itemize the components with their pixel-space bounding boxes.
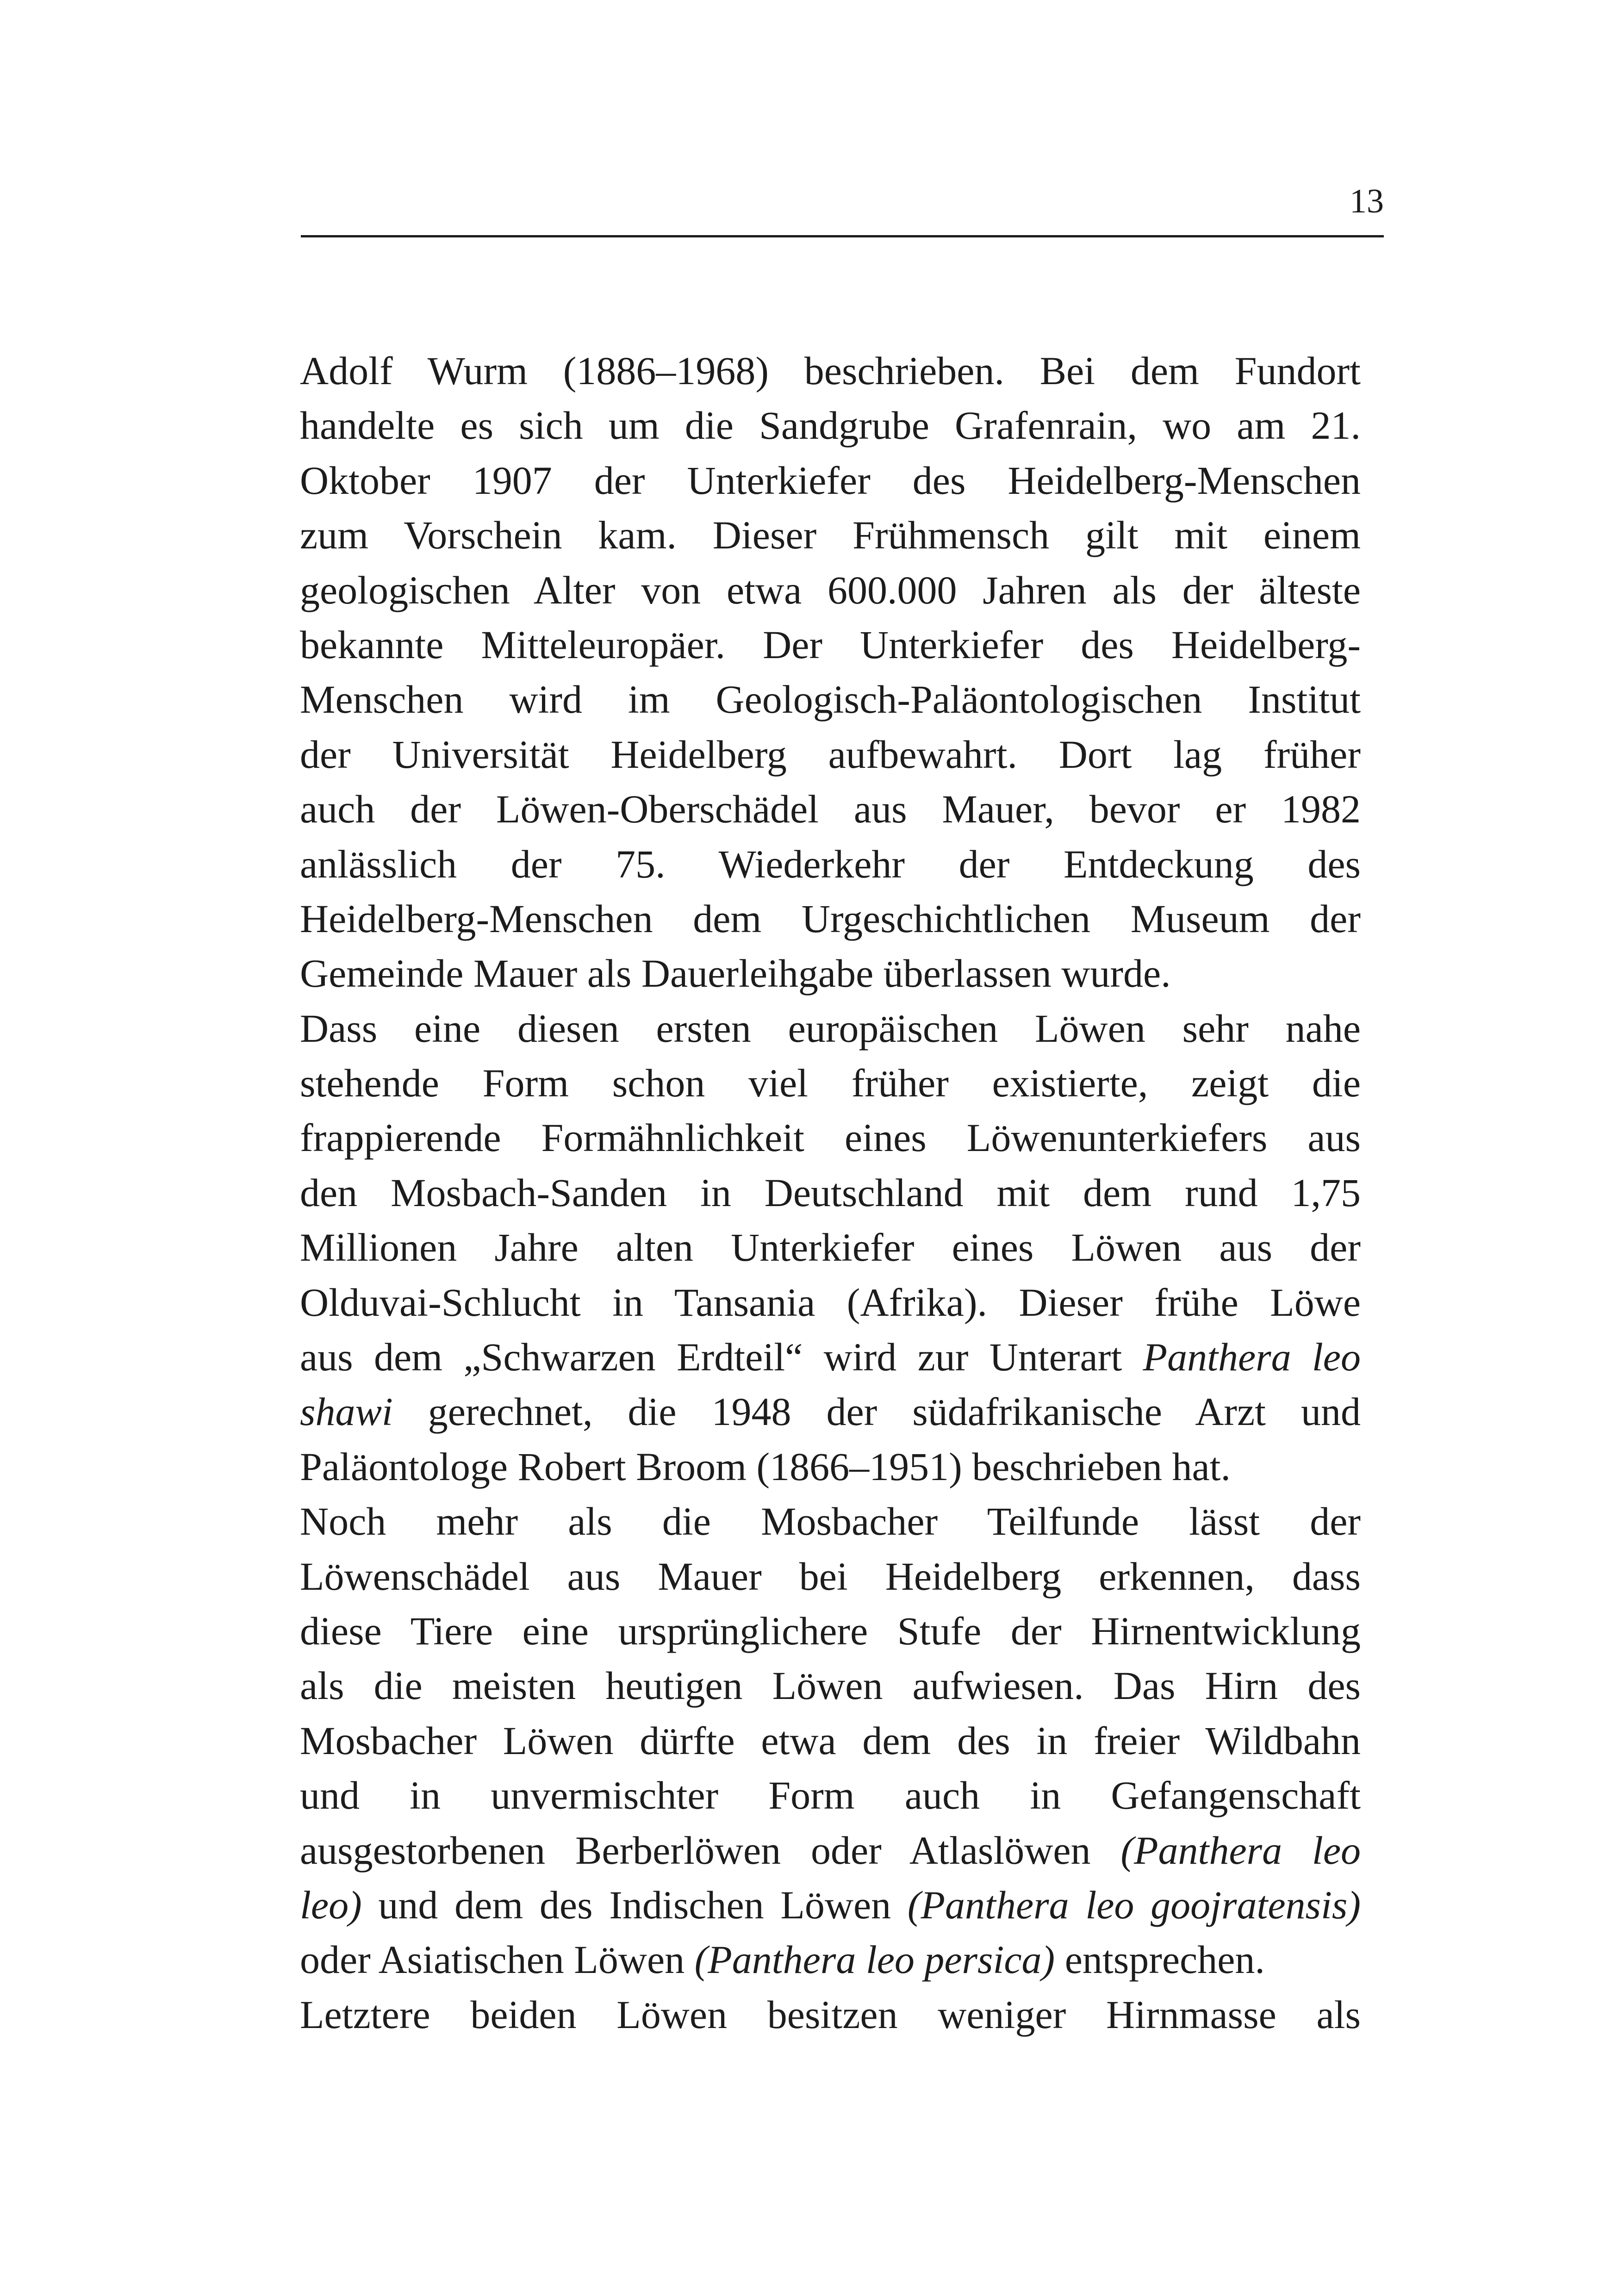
text-segment: handelte es sich um die Sandgrube Grafenrain, wo am 21. <box>300 403 1361 448</box>
text-segment: der Universität Heidelberg aufbewahrt. Dort lag früher <box>300 732 1361 777</box>
text-line <box>300 1878 1361 1932</box>
text-line <box>300 1658 1361 1713</box>
text-line <box>300 1604 1361 1658</box>
text-segment: ausgestorbenen Berberlöwen oder Atlaslöwen <box>300 1828 1121 1873</box>
text-line <box>300 398 1361 453</box>
text-segment: entsprechen. <box>1055 1937 1265 1982</box>
text-segment: bekannte Mitteleuropäer. Der Unterkiefer des Heidelberg- <box>300 622 1361 667</box>
text-segment: geologischen Alter von etwa 600.000 Jahren als der älteste <box>300 567 1361 612</box>
italic-text-segment: (Panthera leo goojratensis) <box>907 1882 1361 1927</box>
text-line <box>300 727 1361 782</box>
text-line <box>300 1987 1361 2042</box>
text-segment: Löwenschädel aus Mauer bei Heidelberg erkennen, dass <box>300 1554 1361 1599</box>
text-line <box>300 672 1361 727</box>
text-segment: den Mosbach-Sanden in Deutschland mit dem rund 1,75 <box>300 1170 1361 1215</box>
header-rule <box>301 235 1384 237</box>
italic-text-segment: (Panthera leo <box>1120 1828 1361 1873</box>
text-line <box>300 1165 1361 1220</box>
text-segment: gerechnet, die 1948 der südafrikanische Arzt und <box>392 1389 1361 1434</box>
text-line <box>300 1330 1361 1384</box>
text-line <box>300 837 1361 891</box>
text-segment: Noch mehr als die Mosbacher Teilfunde lässt der <box>300 1499 1361 1544</box>
text-segment: und dem des Indischen Löwen <box>361 1882 908 1927</box>
text-line <box>300 1713 1361 1768</box>
text-line <box>300 1768 1361 1823</box>
text-line <box>300 1494 1361 1549</box>
text-segment: Olduvai-Schlucht in Tansania (Afrika). Dieser frühe Löwe <box>300 1280 1361 1325</box>
text-segment: Paläontologe Robert Broom (1866–1951) beschrieben hat. <box>300 1444 1231 1489</box>
italic-text-segment: Panthera leo <box>1143 1335 1361 1380</box>
text-segment: auch der Löwen-Oberschädel aus Mauer, bevor er 1982 <box>300 787 1361 832</box>
page-number: 13 <box>1350 182 1384 220</box>
text-segment: stehende Form schon viel früher existierte, zeigt die <box>300 1061 1361 1106</box>
text-segment: als die meisten heutigen Löwen aufwiesen. Das Hirn des <box>300 1663 1361 1708</box>
text-line <box>300 1549 1361 1604</box>
text-segment: Letztere beiden Löwen besitzen weniger Hirnmasse als <box>300 1992 1361 2037</box>
text-line <box>300 1275 1361 1330</box>
text-line <box>300 343 1361 398</box>
italic-text-segment: leo) <box>300 1882 362 1927</box>
text-line <box>300 1220 1361 1275</box>
text-segment: anlässlich der 75. Wiederkehr der Entdeckung des <box>300 841 1361 886</box>
body-text <box>300 343 1361 2042</box>
text-line <box>300 946 1361 1001</box>
text-segment: Adolf Wurm (1886–1968) beschrieben. Bei dem Fundort <box>300 348 1361 393</box>
text-line <box>300 617 1361 672</box>
text-segment: diese Tiere eine ursprünglichere Stufe der Hirnentwicklung <box>300 1608 1361 1653</box>
text-segment: oder Asiatischen Löwen <box>300 1937 695 1982</box>
text-line <box>300 563 1361 617</box>
text-segment: Millionen Jahre alten Unterkiefer eines Löwen aus der <box>300 1225 1361 1270</box>
text-line <box>300 782 1361 836</box>
text-segment: Heidelberg-Menschen dem Urgeschichtlichen Museum der <box>300 896 1361 941</box>
text-line <box>300 1110 1361 1165</box>
italic-text-segment: (Panthera leo persica) <box>694 1937 1055 1982</box>
text-line <box>300 1439 1361 1494</box>
text-line <box>300 1823 1361 1878</box>
text-line <box>300 1001 1361 1056</box>
text-segment: Mosbacher Löwen dürfte etwa dem des in freier Wildbahn <box>300 1718 1361 1763</box>
text-segment: und in unvermischter Form auch in Gefangenschaft <box>300 1773 1361 1818</box>
text-line <box>300 508 1361 562</box>
text-line <box>300 453 1361 508</box>
text-line <box>300 1384 1361 1439</box>
italic-text-segment: shawi <box>300 1389 393 1434</box>
text-segment: Dass eine diesen ersten europäischen Löwen sehr nahe <box>300 1006 1361 1051</box>
text-segment: Oktober 1907 der Unterkiefer des Heidelberg-Menschen <box>300 458 1361 503</box>
text-segment: Menschen wird im Geologisch-Paläontologischen Institut <box>300 677 1361 722</box>
text-line <box>300 891 1361 946</box>
text-line <box>300 1932 1361 1987</box>
text-segment: Gemeinde Mauer als Dauerleihgabe überlassen wurde. <box>300 951 1171 996</box>
text-segment: zum Vorschein kam. Dieser Frühmensch gilt mit einem <box>300 513 1361 558</box>
text-segment: aus dem „Schwarzen Erdteil“ wird zur Unterart <box>300 1335 1143 1380</box>
text-line <box>300 1056 1361 1110</box>
text-segment: frappierende Formähnlichkeit eines Löwenunterkiefers aus <box>300 1115 1361 1160</box>
